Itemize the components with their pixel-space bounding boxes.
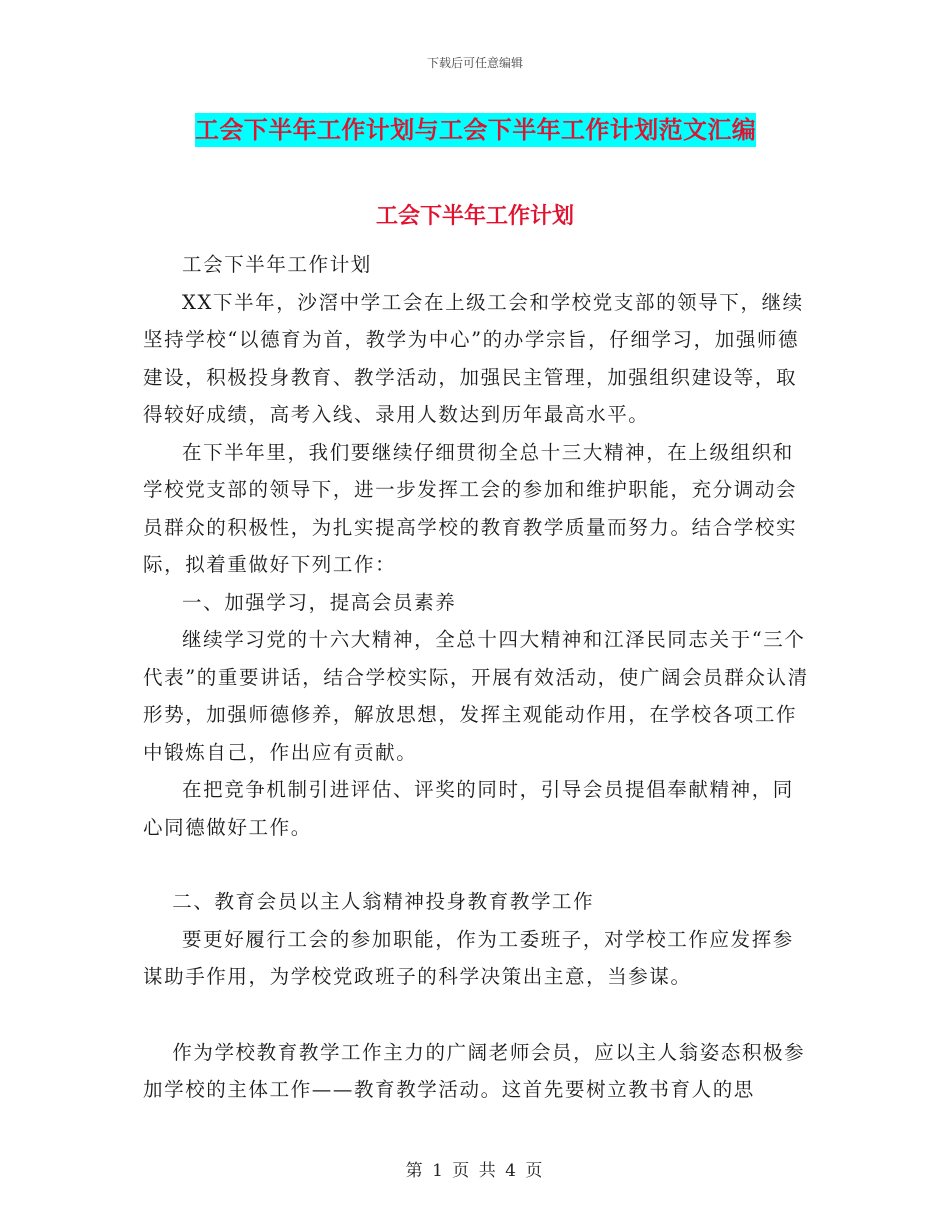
main-title: 工会下半年工作计划与工会下半年工作计划范文汇编 <box>195 113 756 147</box>
paragraph: 作为学校教育教学工作主力的广阔老师会员，应以主人翁姿态积极参加学校的主体工作——教育教学活动。这首先要树立教书育人的思 <box>143 1040 806 1101</box>
header-note: 下载后可任意编辑 <box>426 56 523 70</box>
document-body <box>143 246 809 1109</box>
page-number: 第 1 页 共 4 页 <box>405 1161 545 1181</box>
paragraph: 在把竞争机制引进评估、评奖的同时，引导会员提倡奉献精神，同心同德做好工作。 <box>143 778 794 839</box>
paragraph-heading: 工会下半年工作计划 <box>182 253 372 276</box>
paragraph: 要更好履行工会的参加职能，作为工委班子，对学校工作应发挥参谋助手作用，为学校党政班子的科学决策出主意，当参谋。 <box>143 927 794 988</box>
main-title-container <box>195 113 802 147</box>
paragraph: XX下半年，沙滘中学工会在上级工会和学校党支部的领导下，继续坚持学校“以德育为首，教学为中心”的办学宗旨，仔细学习，加强师德建设，积极投身教育、教学活动，加强民主管理，加强组织建设等，取得较好成绩，高考入线、录用人数达到历年最高水平。 <box>143 290 804 426</box>
section-heading-2: 二、教育会员以主人翁精神投身教育教学工作 <box>172 890 595 913</box>
section-heading-1: 一、加强学习，提高会员素养 <box>182 590 457 614</box>
paragraph: 继续学习党的十六大精神，全总十四大精神和江泽民同志关于“三个代表”的重要讲话，结合学校实际，开展有效活动，使广阔会员群众认清形势，加强师德修养，解放思想，发挥主观能动作用，在学校各项工作中锻炼自己，作出应有贡献。 <box>143 628 809 764</box>
section-title: 工会下半年工作计划 <box>375 204 574 229</box>
paragraph: 在下半年里，我们要继续仔细贯彻全总十三大精神，在上级组织和学校党支部的领导下，进一步发挥工会的参加和维护职能，充分调动会员群众的积极性，为扎实提高学校的教育教学质量而努力。结合学校实际，拟着重做好下列工作： <box>143 440 798 576</box>
